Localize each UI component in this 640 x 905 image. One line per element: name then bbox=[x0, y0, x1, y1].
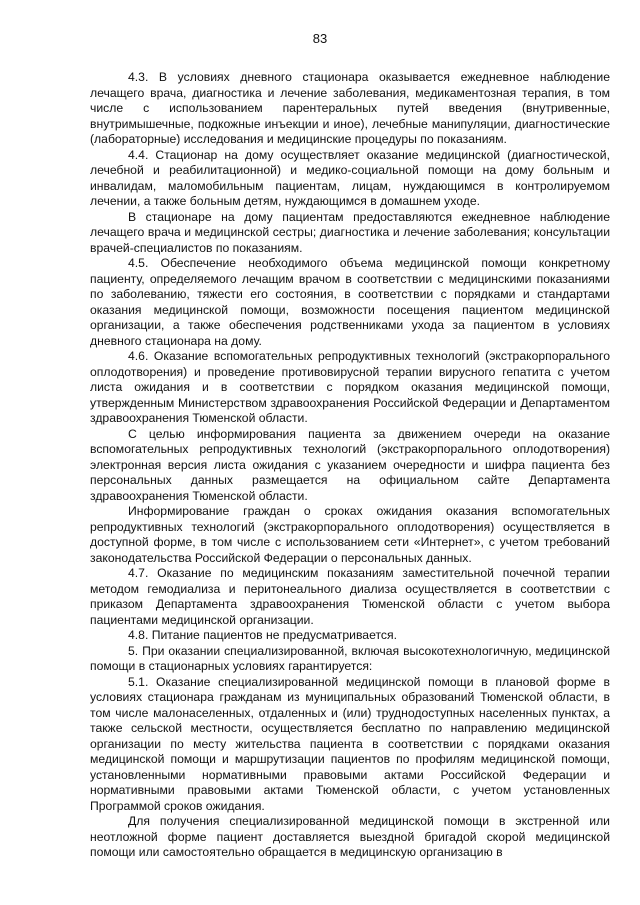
paragraph-home-hospital-services: В стационаре на дому пациентам предоставляются ежедневное наблюдение лечащего врача и медицинской сестры; диагностика и лечение заболевания; консультации врачей-специалистов по показаниям. bbox=[90, 209, 610, 255]
paragraph-4-7: 4.7. Оказание по медицинским показаниям заместительной почечной терапии методом гемодиализа и перитонеального диализа осуществляется в соответствии с приказом Департамента здравоохранения Тюменской области с учетом выбора пациентами медицинской организации. bbox=[90, 566, 610, 627]
paragraph-4-6: 4.6. Оказание вспомогательных репродуктивных технологий (экстракорпорального оплодотворения) и проведение противовирусной терапии вирусного гепатита с учетом листа ожидания и в соответствии с порядком оказания медицинской помощи, утвержденным Министерством здравоохранения Российской Федерации и Департаментом здравоохранения Тюменской области. bbox=[90, 349, 610, 425]
paragraph-4-4: 4.4. Стационар на дому осуществляет оказание медицинской (диагностической, лечебной и реабилитационной) и медико-социальной помощи на дому больным и инвалидам, маломобильным пациентам, лицам, нуждающимся в контролируемом лечении, а также больным детям, нуждающимся в домашнем уходе. bbox=[90, 147, 610, 208]
paragraph-emergency-care: Для получения специализированной медицинской помощи в экстренной или неотложной форме пациент доставляется выездной бригадой скорой медицинской помощи или самостоятельно обращается в медицинскую организацию в bbox=[90, 814, 610, 859]
paragraph-4-3: 4.3. В условиях дневного стационара оказывается ежедневное наблюдение лечащего врача, диагностика и лечение заболевания, медикаментозная терапия, в том числе с использованием парентеральных путей введения (внутривенные, внутримышечные, подкожные инъекции и иное), лечебные манипуляции, диагностические (лабораторные) исследования и медицинские процедуры по показаниям. bbox=[90, 70, 610, 146]
document-body bbox=[90, 70, 610, 861]
paragraph-waiting-times-info: Информирование граждан о сроках ожидания оказания вспомогательных репродуктивных технологий (экстракорпорального оплодотворения) осуществляется в доступной форме, в том числе с использованием сети «Интернет», с учетом требований законодательства Российской Федерации о персональных данных. bbox=[90, 504, 610, 565]
page-number: 83 bbox=[312, 31, 328, 46]
paragraph-5-1: 5.1. Оказание специализированной медицинской помощи в плановой форме в условиях стационара гражданам из муниципальных образований Тюменской области, в том числе малонаселенных, отдаленных и (или) труднодоступных населенных пунктах, а также сельской местности, осуществляется бесплатно по направлению медицинской организации по месту жительства пациента в соответствии с порядками оказания медицинской помощи и маршрутизации пациентов по профилям медицинской помощи, установленными нормативными правовыми актами Российской Федерации и нормативными правовыми актами Тюменской области, с учетом установленных Программой сроков ожидания. bbox=[90, 674, 610, 813]
paragraph-waiting-list-info: С целью информирования пациента за движением очереди на оказание вспомогательных репродуктивных технологий (экстракорпорального оплодотворения) электронная версия листа ожидания с указанием очередности и шифра пациента без персональных данных размещается на официальном сайте Департамента здравоохранения Тюменской области. bbox=[90, 426, 610, 503]
paragraph-4-5: 4.5. Обеспечение необходимого объема медицинской помощи конкретному пациенту, определяемого лечащим врачом в соответствии с медицинскими показаниями по заболеванию, тяжести его состояния, в соответствии с порядками и стандартами оказания медицинской помощи, возможности посещения пациентом медицинской организации, а также обеспечения родственниками ухода за пациентом в условиях дневного стационара на дому. bbox=[90, 256, 610, 348]
paragraph-5: 5. При оказании специализированной, включая высокотехнологичную, медицинской помощи в стационарных условиях гарантируется: bbox=[90, 643, 610, 673]
paragraph-4-8: 4.8. Питание пациентов не предусматривается. bbox=[128, 628, 397, 642]
